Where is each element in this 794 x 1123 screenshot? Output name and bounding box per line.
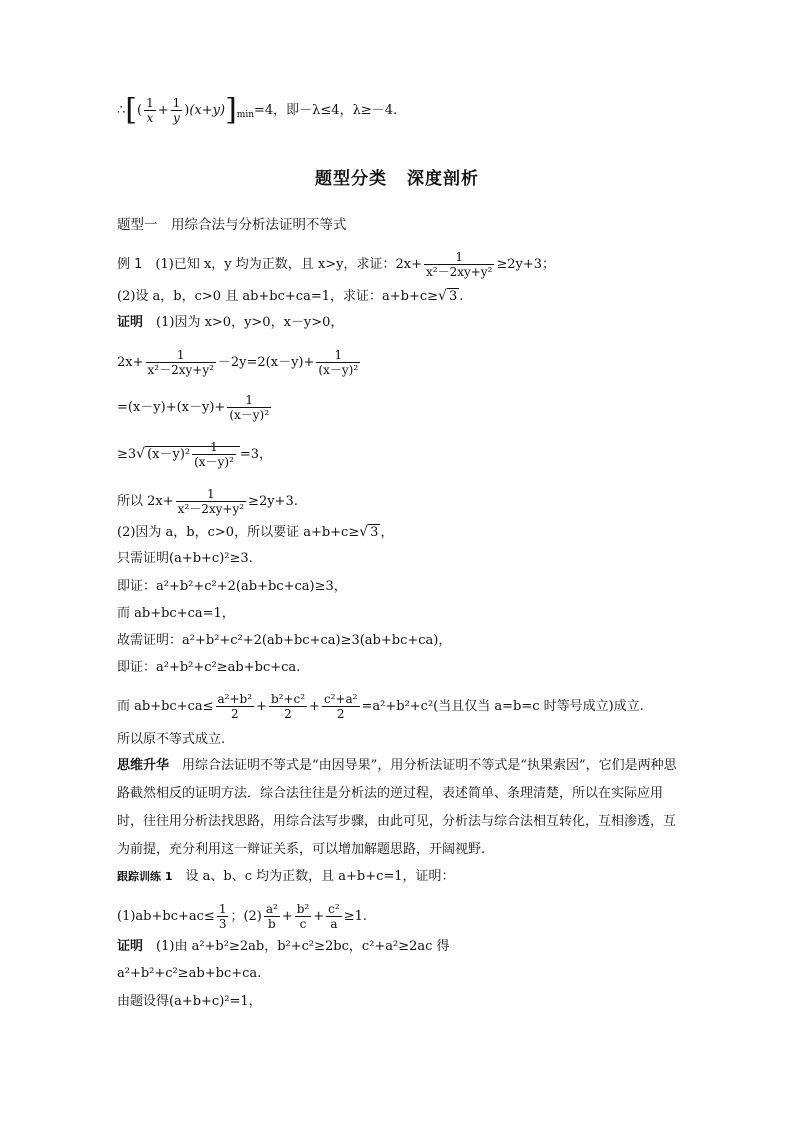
proof-line-6: (2)因为 a，b，c>0，所以要证 a+b+c≥√ 3 ， bbox=[117, 524, 394, 540]
proof-line-9: 而 ab+bc+ca=1， bbox=[117, 606, 235, 621]
example1-q2: (2)设 a，b，c>0 且 ab+bc+ca=1，求证：a+b+c≥√ 3 . bbox=[117, 288, 464, 304]
proof-line-12: 而 ab+bc+ca≤ $\frac{\text{a²+b²}}{2}$ + $\frac{\text{b²+c²}}{2}$ + $\frac{\text{c²+a²}}{2}$ =a²+b²+c²(当且仅当 a=b=c 时等号成立)成立. bbox=[117, 692, 644, 721]
fraction: $\frac{1}{x}$ bbox=[146, 96, 154, 125]
exercise1-heading: 跟踪训练 1 设 a、b、c 均为正数，且 a+b+c=1，证明： bbox=[117, 869, 455, 884]
proof-line-2: 2x+ $\frac{1}{\text{x²－2xy+y²}}$ －2y=2(x－y)+ $\frac{1}{\text{(x－y)²}}$ bbox=[117, 348, 359, 377]
left-bracket: [ bbox=[125, 92, 137, 128]
proof-line-13: 所以原不等式成立. bbox=[117, 732, 226, 747]
proof-line-10: 故需证明：a²+b²+c²+2(ab+bc+ca)≥3(ab+bc+ca)， bbox=[117, 633, 452, 648]
proof2-line-1: 证明 (1)由 a²+b²≥2ab，b²+c²≥2bc，c²+a²≥2ac 得 bbox=[117, 939, 450, 954]
proof-line-7: 只需证明(a+b+c)²≥3. bbox=[117, 551, 253, 566]
proof-line-3: =(x－y)+(x－y)+ $\frac{1}{\text{(x－y)²}}$ bbox=[117, 393, 270, 422]
proof-line-4: ≥3√ (x－y)² $\frac{1}{\text{(x－y)²}}$ =3， bbox=[117, 440, 273, 469]
proof-line-5: 所以 2x+ $\frac{1}{\text{x²－2xy+y²}}$ ≥2y+3. bbox=[117, 487, 298, 516]
proof-line-8: 即证：a²+b²+c²+2(ab+bc+ca)≥3， bbox=[117, 579, 347, 594]
proof2-line-3: 由题设得(a+b+c)²=1， bbox=[117, 994, 262, 1009]
proof-line-11: 即证：a²+b²+c²≥ab+bc+ca. bbox=[117, 660, 301, 675]
therefore-symbol: ∴ bbox=[117, 103, 126, 118]
reflection-paragraph: 思维升华 用综合法证明不等式是“由因导果”，用分析法证明不等式是“执果索因”，它们是两种思路截然相反的证明方法．综合法往往是分析法的逆过程，表述简单、条理清楚，所以在实际应用时，往往用分析法找思路，用综合法写步骤，由此可见，分析法与综合法相互转化，互相渗透，互为前提，充分利用这一辩证关系，可以增加解题思路，开阔视野. bbox=[117, 758, 677, 857]
proof-line-1: 证明 (1)因为 x>0，y>0，x－y>0， bbox=[117, 315, 344, 330]
type1-heading: 题型一 用综合法与分析法证明不等式 bbox=[117, 217, 347, 233]
proof2-line-2: a²+b²+c²≥ab+bc+ca. bbox=[117, 966, 262, 981]
example1-q1: 例 1 (1)已知 x，y 均为正数，且 x>y，求证：2x+ $\frac{1}{\text{x²－2xy+y²}}$ ≥2y+3； bbox=[117, 250, 556, 279]
fraction: $\frac{1}{y}$ bbox=[172, 96, 181, 125]
right-bracket: ] bbox=[225, 92, 237, 128]
exercise1-parts: (1)ab+bc+ac≤ $\frac{1}{3}$ ；(2) $\frac{\text{a²}}{b}$ + $\frac{\text{b²}}{c}$ + $\frac{\text{c²}}{a}$ ≥1. bbox=[117, 902, 367, 931]
top-formula: ∴[( $\frac{1}{x}$ + $\frac{1}{y}$ )$(x+y)]_{min}=4$，即－λ≤4，λ≥－4. bbox=[117, 92, 398, 128]
section-title: 题型分类 深度剖析 bbox=[315, 169, 479, 189]
